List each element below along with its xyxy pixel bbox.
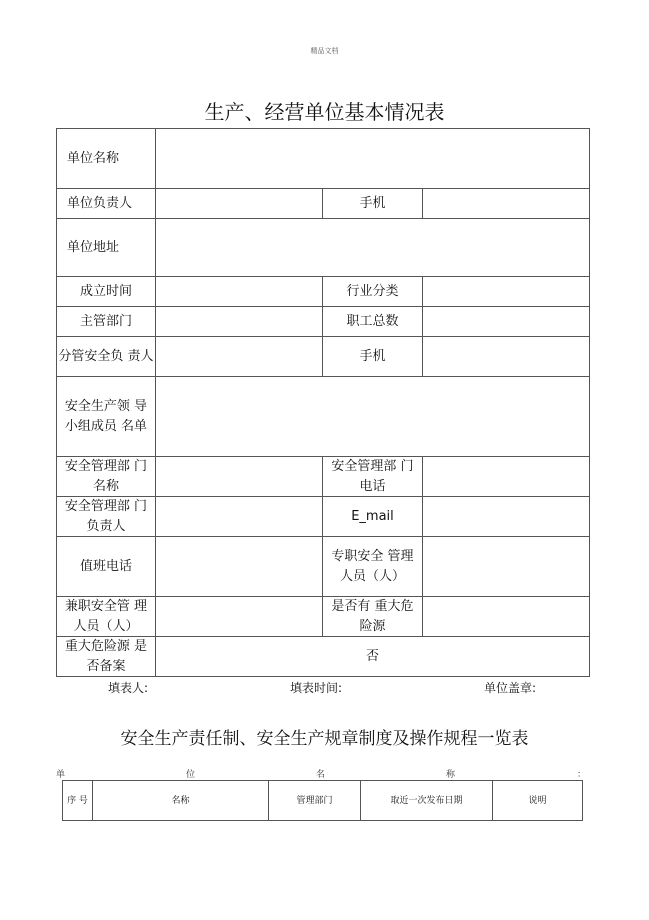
label-mobile: 手机 <box>359 195 386 211</box>
label-mobile-2: 手机 <box>359 348 386 364</box>
footer-filler: 填表人: <box>108 681 149 695</box>
label-mgmt-dept-name: 安全管理部 门名称 <box>64 458 148 494</box>
label-authority: 主管部门 <box>79 313 132 329</box>
label-leading-group: 安全生产领 导小组成员 名单 <box>64 398 148 434</box>
label-unit-head: 单位负责人 <box>67 195 133 211</box>
label-safety-head: 分管安全负 责人 <box>58 348 154 364</box>
label-total-staff: 职工总数 <box>346 313 399 329</box>
label-hazard-filed: 重大危险源 是否备案 <box>64 638 148 674</box>
header-serial: 序 号 <box>67 795 88 806</box>
header-note: 说明 <box>528 795 547 806</box>
label-fulltime-staff: 专职安全 管理人员（人） <box>331 548 414 584</box>
header-name: 名称 <box>171 795 190 806</box>
label-mgmt-dept-head: 安全管理部 门负责人 <box>64 498 148 534</box>
header-dept: 管理部门 <box>296 795 333 806</box>
unit-name-char: 名 <box>316 770 326 780</box>
header-date: 取近一次发布日期 <box>390 795 463 806</box>
label-parttime-staff: 兼职安全管 理人员（人） <box>64 598 148 634</box>
label-email: E_mail <box>351 508 394 524</box>
unit-name-char: 称 <box>446 770 456 780</box>
label-mgmt-dept-phone: 安全管理部 门电话 <box>331 458 414 494</box>
header-note: 精品文档 <box>310 47 339 55</box>
footer-fill-time: 填表时间: <box>290 681 343 695</box>
label-duty-phone: 值班电话 <box>79 558 132 574</box>
label-unit-name: 单位名称 <box>67 150 120 166</box>
unit-name-char: ： <box>577 770 587 780</box>
footer-seal: 单位盖章: <box>484 681 537 695</box>
page-title: 生产、经营单位基本情况表 <box>204 100 445 124</box>
table-border-right <box>582 780 583 821</box>
label-unit-address: 单位地址 <box>67 239 120 255</box>
unit-name-char: 单 <box>56 770 66 780</box>
unit-name-char: 位 <box>186 770 196 780</box>
label-major-hazard: 是否有 重大危险源 <box>331 598 414 634</box>
label-industry: 行业分类 <box>346 283 399 299</box>
value-hazard-filed: 否 <box>365 648 379 664</box>
label-established: 成立时间 <box>79 283 132 299</box>
second-title: 安全生产责任制、安全生产规章制度及操作规程一览表 <box>120 729 529 749</box>
table-border-bottom <box>62 820 583 821</box>
